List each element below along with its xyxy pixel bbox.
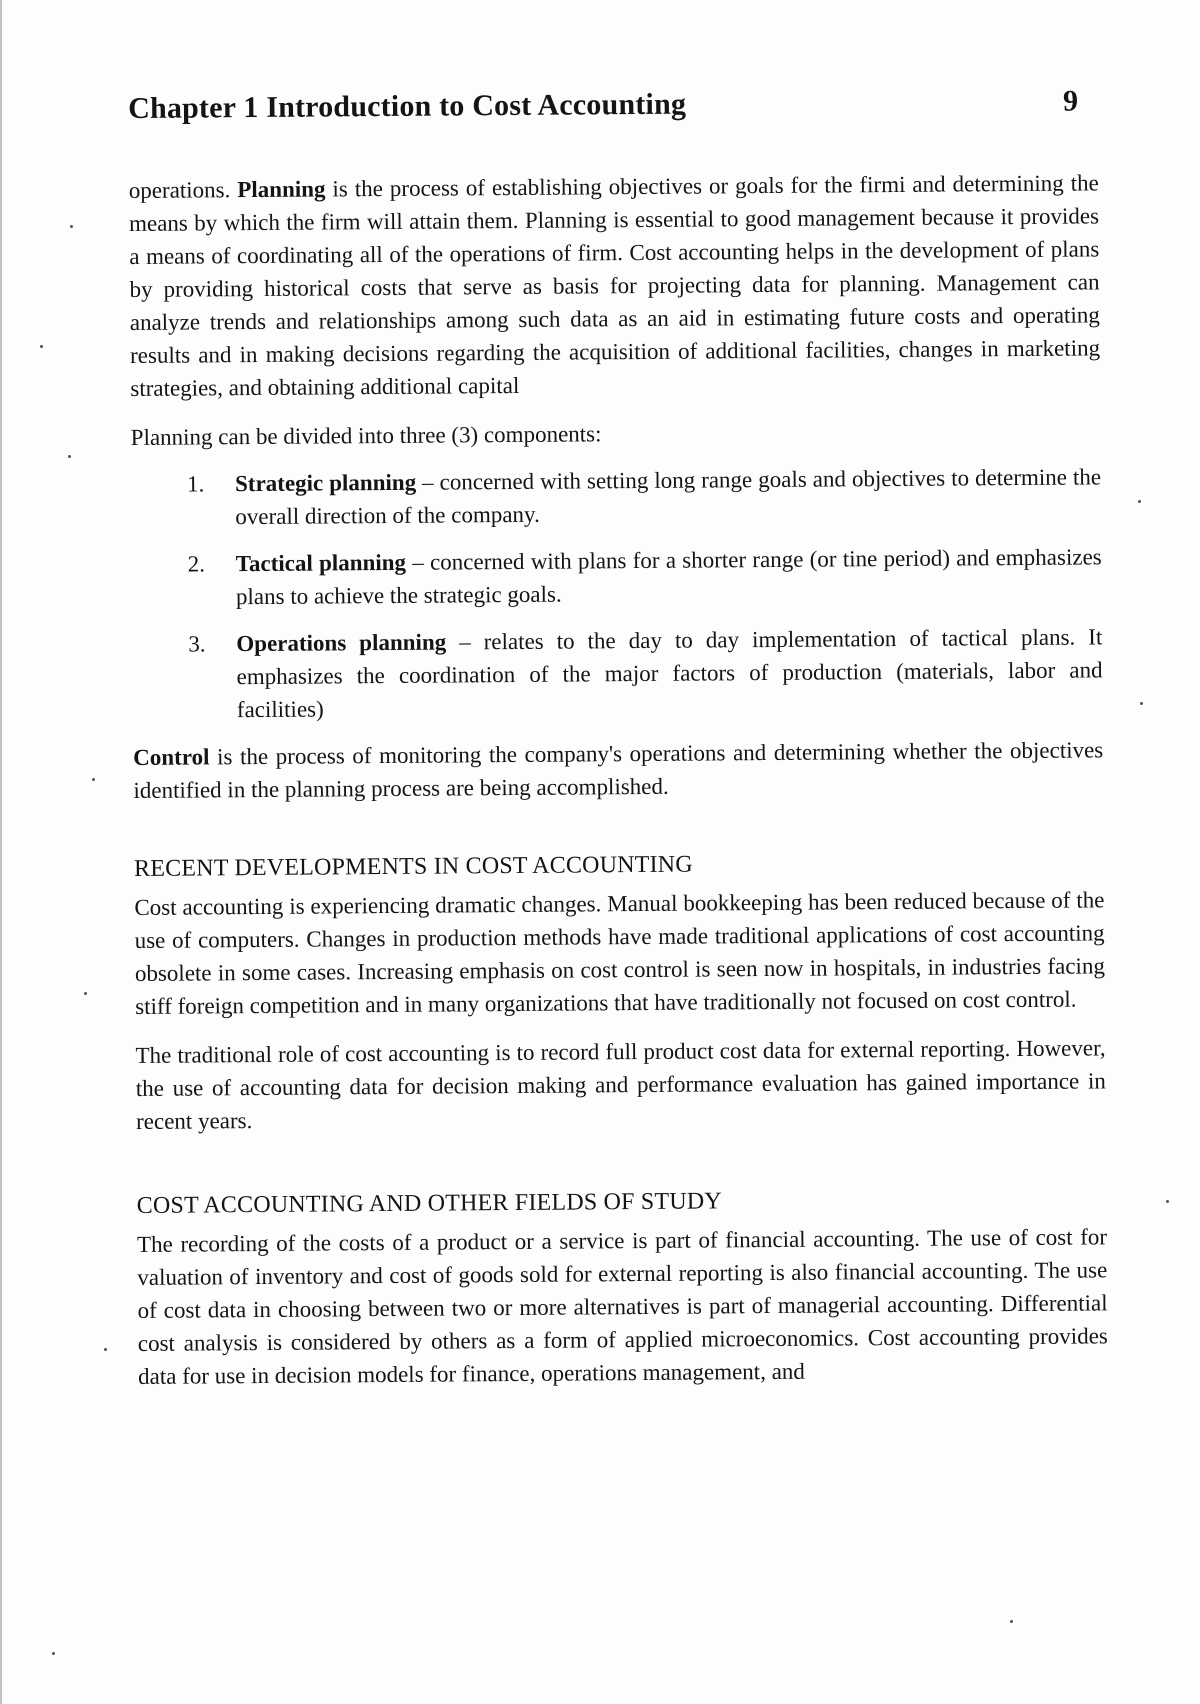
other-fields-heading: COST ACCOUNTING AND OTHER FIELDS OF STUDY (136, 1188, 722, 1219)
control-paragraph (133, 733, 1103, 807)
list-item (132, 540, 1102, 614)
scan-speck (1166, 1200, 1169, 1203)
scan-speck (84, 992, 87, 995)
recent-developments-paragraph-2: The traditional role of cost accounting is to record full product cost data for external reporting. However, the use of accounting data for decision making and performance evaluation has gained importance in recent years. (135, 1035, 1106, 1134)
list-item-term: Operations planning (236, 629, 447, 657)
list-item (131, 460, 1101, 534)
scan-speck (1010, 1620, 1013, 1623)
recent-developments-heading: RECENT DEVELOPMENTS IN COST ACCOUNTING (134, 851, 693, 882)
scan-speck (68, 455, 71, 458)
scan-speck (1140, 702, 1143, 705)
other-fields-paragraph: The recording of the costs of a product or a service is part of financial accounting. The use of cost for valuation of inventory and cost of goods sold for external reporting is also financial accounting. The use of cost data in choosing between two or more alternatives is part of managerial accounting. Differential cost analysis is considered by others as a form of applied microeconomics. Cost accounting provides data for use in decision models for finance, operations management, and (136, 1224, 1108, 1389)
list-item-description: – concerned with plans for a shorter range (or tine period) and emphasizes plans to achieve the strategic goals. (235, 544, 1102, 610)
scan-speck (104, 1348, 107, 1351)
planning-paragraph-rest: is the process of establishing objectives or goals for the firmi and determining the means by which the firm will attain them. Planning is essential to good management because it provides a means of coordinating all of the operations of firm. Cost accounting helps in the development of plans by providing historical costs that serve as basis for projecting data for planning. Management can analyze trends and relationships among such data as an aid in estimating future costs and operating results and in making decisions regarding the acquisition of additional facilities, changes in marketing strategies, and obtaining additional capital (128, 170, 1101, 401)
page-header (128, 84, 1098, 126)
control-description: is the process of monitoring the company's operations and determining whether the objectives identified in the planning process are being accomplished. (133, 737, 1104, 803)
scan-speck (1138, 500, 1141, 503)
page-number: 9 (1062, 84, 1079, 118)
scan-speck (52, 1652, 55, 1655)
list-item-description: – concerned with setting long range goals and objectives to determine the overall direction of the company. (235, 464, 1102, 530)
chapter-title: Chapter 1 Introduction to Cost Accounting (128, 87, 687, 125)
scan-speck (40, 345, 43, 348)
list-item-term: Tactical planning (235, 549, 407, 577)
control-term: Control (133, 744, 210, 770)
planning-term: Planning (237, 176, 326, 203)
scan-speck (70, 225, 73, 228)
planning-components-list (131, 460, 1103, 727)
list-item-term: Strategic planning (234, 469, 417, 497)
page-content (128, 84, 1108, 1409)
planning-intro: Planning can be divided into three (3) components: (130, 421, 602, 450)
scan-edge-line (0, 0, 2, 1704)
recent-developments-paragraph-1: Cost accounting is experiencing dramatic changes. Manual bookkeeping has been reduced because of the use of computers. Changes in production methods have made traditional applications of cost accounting obsolete in some cases. Increasing emphasis on cost control is seen now in hospitals, in industries facing stiff foreign competition and in many organizations that have traditionally not focused on cost control. (134, 887, 1105, 1019)
list-item-number: 1. (186, 471, 205, 497)
planning-paragraph-start: operations. (128, 177, 238, 203)
list-item-number: 2. (187, 551, 206, 577)
list-item-description: – relates to the day to day implementation of tactical plans. It emphasizes the coordination of the major factors of production (materials, labor and facilities) (236, 624, 1103, 723)
list-item-number: 3. (188, 631, 206, 657)
list-item (132, 620, 1103, 727)
planning-paragraph (129, 166, 1101, 405)
scan-speck (92, 778, 95, 781)
